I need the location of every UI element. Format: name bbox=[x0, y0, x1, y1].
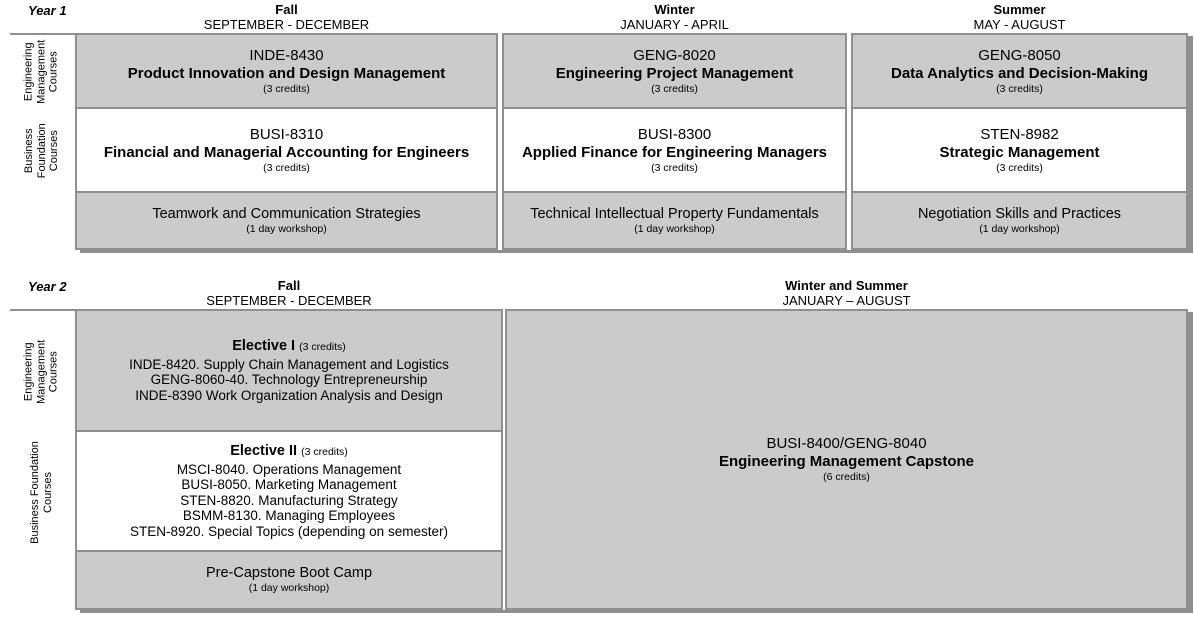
year1-summer-months: MAY - AUGUST bbox=[973, 17, 1066, 32]
side-label-line: Business Foundation bbox=[29, 440, 42, 544]
side-label-line: Management bbox=[35, 39, 48, 105]
year1-summer-column bbox=[851, 33, 1188, 250]
workshop-title: Negotiation Skills and Practices bbox=[917, 205, 1122, 222]
course-title: Strategic Management bbox=[939, 143, 1100, 161]
workshop-title: Technical Intellectual Property Fundamentals bbox=[530, 205, 819, 222]
course-cell-geng-8020 bbox=[502, 33, 847, 109]
course-credits: (3 credits) bbox=[651, 161, 698, 174]
workshop-cell-teamwork bbox=[75, 191, 498, 250]
year2-fall-months: SEPTEMBER - DECEMBER bbox=[206, 293, 372, 308]
year1-winter-header bbox=[502, 2, 847, 32]
course-credits: (3 credits) bbox=[996, 161, 1043, 174]
year1-summer-header bbox=[851, 2, 1188, 32]
course-code: BUSI-8300 bbox=[637, 125, 712, 143]
workshop-cell-ip-fundamentals bbox=[502, 191, 847, 250]
year1-fall-season: Fall bbox=[275, 2, 298, 17]
elective1-title: Elective I bbox=[232, 337, 296, 354]
year2-winter-summer-column bbox=[505, 309, 1188, 610]
elective2-credits: (3 credits) bbox=[301, 445, 348, 458]
course-code: INDE-8430 bbox=[249, 46, 324, 64]
year2-fall-header bbox=[75, 278, 503, 308]
course-credits: (3 credits) bbox=[996, 82, 1043, 95]
elective-option: STEN-8920. Special Topics (depending on semester) bbox=[130, 523, 448, 539]
side-label-line: Engineering bbox=[22, 42, 35, 102]
side-label-line: Courses bbox=[47, 51, 60, 93]
year2-fall-column bbox=[75, 309, 503, 610]
workshop-note: (1 day workshop) bbox=[979, 222, 1060, 235]
course-title: Financial and Managerial Accounting for Engineers bbox=[103, 143, 470, 161]
bootcamp-note: (1 day workshop) bbox=[248, 582, 330, 594]
course-title: Applied Finance for Engineering Managers bbox=[521, 143, 828, 161]
workshop-cell-negotiation bbox=[851, 191, 1188, 250]
elective1-credits: (3 credits) bbox=[299, 340, 346, 353]
course-code: GENG-8020 bbox=[633, 46, 716, 64]
workshop-note: (1 day workshop) bbox=[634, 222, 715, 235]
year2-fall-season: Fall bbox=[277, 278, 301, 293]
course-cell-busi-8300 bbox=[502, 107, 847, 193]
course-credits: (3 credits) bbox=[263, 82, 310, 95]
elective-option: STEN-8820. Manufacturing Strategy bbox=[180, 492, 398, 508]
course-cell-inde-8430 bbox=[75, 33, 498, 109]
year2-title: Year 2 bbox=[28, 279, 67, 294]
year2-table bbox=[75, 309, 1188, 610]
elective1-cell bbox=[75, 309, 503, 432]
elective2-heading bbox=[230, 443, 348, 461]
year1-summer-season: Summer bbox=[993, 2, 1046, 17]
course-credits: (3 credits) bbox=[263, 161, 310, 174]
workshop-title: Teamwork and Communication Strategies bbox=[152, 205, 421, 222]
year1-title: Year 1 bbox=[28, 3, 67, 18]
elective-option: BSMM-8130. Managing Employees bbox=[182, 508, 396, 524]
capstone-cell bbox=[505, 309, 1188, 610]
capstone-code: BUSI-8400/GENG-8040 bbox=[766, 435, 927, 452]
year1-fall-column bbox=[75, 33, 498, 250]
elective2-cell bbox=[75, 430, 503, 552]
course-cell-geng-8050 bbox=[851, 33, 1188, 109]
workshop-note: (1 day workshop) bbox=[246, 222, 327, 235]
course-code: STEN-8982 bbox=[980, 125, 1059, 143]
year1-fall-header bbox=[75, 2, 498, 32]
course-cell-busi-8310 bbox=[75, 107, 498, 193]
side-label-line: Business bbox=[22, 128, 35, 174]
course-title: Data Analytics and Decision-Making bbox=[890, 64, 1148, 82]
side-label-line: Management bbox=[35, 339, 48, 404]
elective-option: GENG-8060-40. Technology Entrepreneurship bbox=[150, 372, 428, 388]
year2-engineering-management-label bbox=[10, 311, 73, 432]
elective1-heading bbox=[232, 338, 346, 356]
course-cell-sten-8982 bbox=[851, 107, 1188, 193]
elective-option: MSCI-8040. Operations Management bbox=[176, 461, 402, 477]
year1-winter-column bbox=[502, 33, 847, 250]
year2-winter-summer-season: Winter and Summer bbox=[785, 278, 908, 293]
course-code: GENG-8050 bbox=[978, 46, 1061, 64]
elective-option: INDE-8420. Supply Chain Management and Logistics bbox=[129, 356, 449, 372]
elective-option: BUSI-8050. Marketing Management bbox=[181, 477, 397, 493]
capstone-title: Engineering Management Capstone bbox=[718, 453, 975, 470]
side-label-line: Courses bbox=[47, 351, 60, 392]
side-label-line: Engineering bbox=[22, 342, 35, 401]
elective2-title: Elective II bbox=[230, 442, 298, 459]
year1-winter-season: Winter bbox=[654, 2, 695, 17]
year1-business-foundation-label bbox=[10, 109, 73, 193]
year2-winter-summer-months: JANUARY – AUGUST bbox=[782, 293, 911, 308]
course-title: Product Innovation and Design Management bbox=[127, 64, 446, 82]
course-credits: (3 credits) bbox=[651, 82, 698, 95]
bootcamp-cell bbox=[75, 550, 503, 610]
year1-engineering-management-label bbox=[10, 35, 73, 109]
side-label-line: Courses bbox=[41, 471, 54, 513]
year1-winter-months: JANUARY - APRIL bbox=[620, 17, 729, 32]
capstone-credits: (6 credits) bbox=[823, 471, 870, 483]
year2-winter-summer-header bbox=[505, 278, 1188, 308]
side-label-line: Courses bbox=[47, 130, 60, 172]
course-title: Engineering Project Management bbox=[555, 64, 794, 82]
course-code: BUSI-8310 bbox=[249, 125, 324, 143]
side-label-line: Foundation bbox=[35, 123, 48, 179]
year1-table bbox=[75, 33, 1188, 250]
year1-fall-months: SEPTEMBER - DECEMBER bbox=[203, 17, 370, 32]
bootcamp-title: Pre-Capstone Boot Camp bbox=[205, 565, 373, 581]
year2-business-foundation-label bbox=[10, 432, 73, 552]
elective-option: INDE-8390 Work Organization Analysis and Design bbox=[135, 387, 443, 403]
